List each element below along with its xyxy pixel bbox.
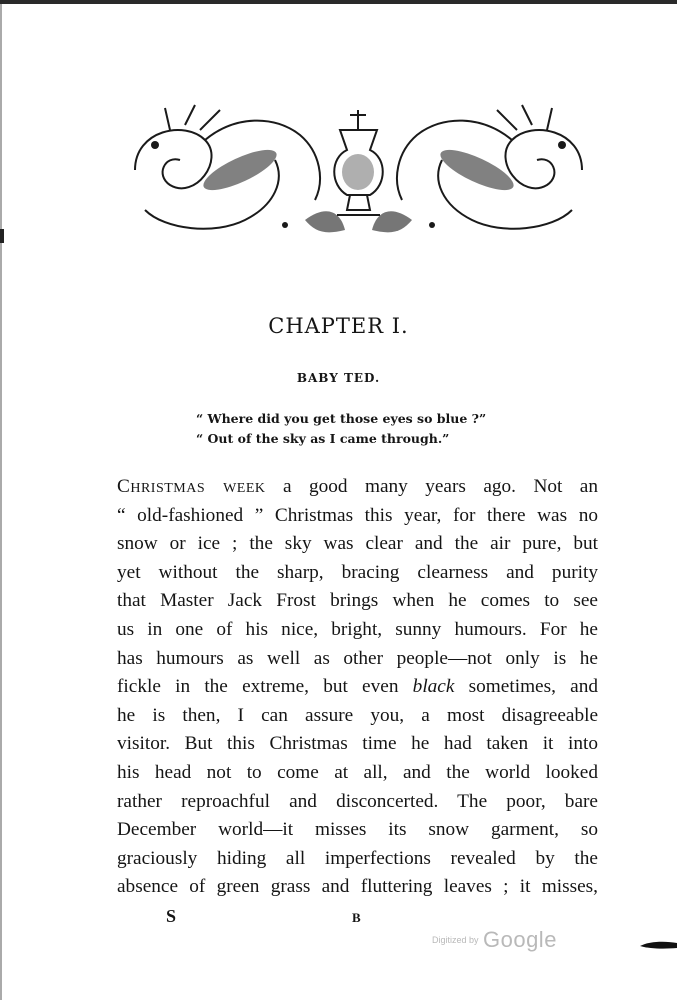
body-line: fickle in the extreme, but even black sometimes, and (117, 676, 598, 698)
body-line: absence of green grass and fluttering leaves ; it misses, (117, 876, 598, 898)
italic-word: black (412, 676, 455, 698)
gathering-signature-letter: B (352, 910, 361, 925)
body-paragraph (117, 473, 598, 902)
body-line: December world—it misses its snow garment, so (117, 819, 598, 841)
body-line: has humours as well as other people—not only is he (117, 647, 598, 669)
epigraph-line-2: “ Out of the sky as I came through.” (196, 431, 450, 446)
chapter-subtitle: BABY TED. (296, 371, 381, 385)
body-line: graciously hiding all imperfections revealed by the (117, 847, 598, 869)
decorative-headpiece-ornament (125, 100, 592, 240)
chapter-heading: CHAPTER I. (268, 314, 409, 338)
page-edge-mark (640, 941, 677, 949)
body-line: yet without the sharp, bracing clearness and purity (117, 561, 598, 583)
body-line: he is then, I can assure you, a most disagreeable (117, 704, 598, 726)
google-brand: Google (482, 927, 557, 952)
body-line: his head not to come at all, and the world looked (117, 761, 598, 783)
printer-signature-mark: S (166, 906, 177, 926)
body-line: that Master Jack Frost brings when he comes to see (117, 590, 598, 612)
digitized-prefix: Digitized by (432, 935, 479, 945)
body-line: visitor. But this Christmas time he had taken it into (117, 733, 598, 755)
epigraph-line-1: “ Where did you get those eyes so blue ?” (196, 411, 487, 426)
body-line: snow or ice ; the sky was clear and the air pure, but (117, 533, 598, 555)
body-line: “ old-fashioned ” Christmas this year, for there was no (117, 504, 598, 526)
body-line: Christmas week a good many years ago. Not an (117, 476, 598, 497)
digitized-watermark (432, 927, 557, 953)
left-scan-edge (0, 4, 5, 1000)
body-line: us in one of his nice, bright, sunny humours. For he (117, 618, 598, 640)
top-scan-edge (0, 0, 677, 4)
lead-words: Christmas week (117, 476, 266, 497)
epigraph (196, 409, 526, 449)
body-line: rather reproachful and disconcerted. The poor, bare (117, 790, 598, 812)
